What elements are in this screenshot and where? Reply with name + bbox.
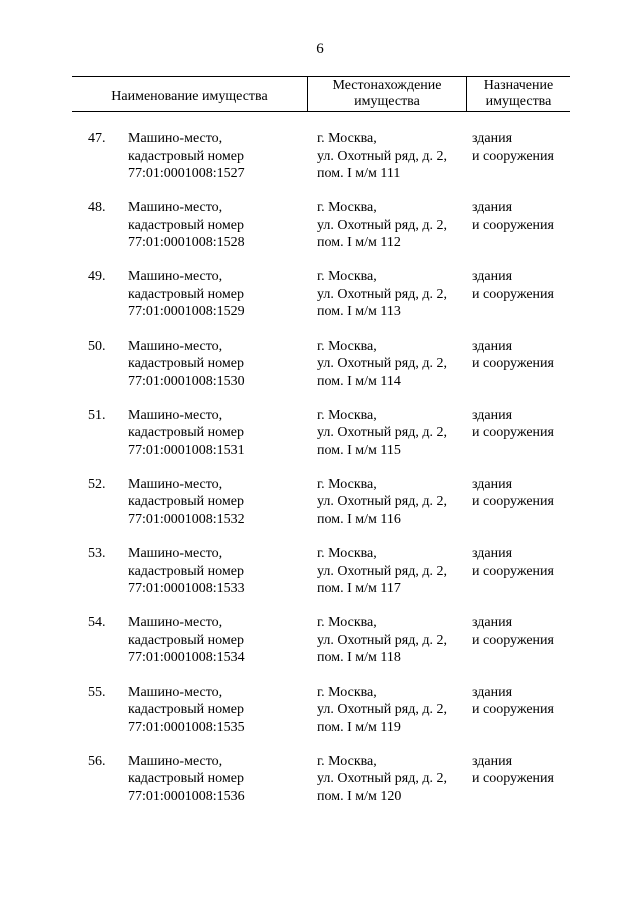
table-row xyxy=(0,268,640,337)
property-name-line: Машино-место, xyxy=(128,131,223,146)
property-purpose-cell xyxy=(472,753,572,788)
property-purpose-line: здания xyxy=(472,546,513,562)
table-row xyxy=(0,614,640,683)
property-location-line: пом. I м/м 115 xyxy=(317,442,401,458)
property-location-cell xyxy=(317,268,467,321)
property-location-cell xyxy=(317,199,467,252)
row-number: 55. xyxy=(88,684,106,700)
property-name-line: Машино-место, xyxy=(128,338,223,354)
property-location-line: ул. Охотный ряд, д. 2, xyxy=(317,632,447,648)
property-name-line: 77:01:0001008:1530 xyxy=(128,373,245,389)
property-name-line: 77:01:0001008:1534 xyxy=(128,650,245,666)
property-name-line: кадастровый номер xyxy=(128,632,244,648)
property-purpose-line: здания xyxy=(472,684,513,700)
property-name-line: Машино-место, xyxy=(128,615,223,631)
property-name-line: Машино-место, xyxy=(128,476,223,492)
property-name-cell xyxy=(128,476,303,529)
row-number: 49. xyxy=(88,269,106,285)
property-location-line: пом. I м/м 116 xyxy=(317,511,401,527)
table-row xyxy=(0,753,640,822)
row-number: 51. xyxy=(88,407,106,423)
property-location-line: г. Москва, xyxy=(317,476,377,492)
property-purpose-cell xyxy=(472,338,572,373)
property-purpose-cell xyxy=(472,268,572,303)
table-header-bottom-rule xyxy=(72,111,570,112)
table-row xyxy=(0,407,640,476)
property-location-line: г. Москва, xyxy=(317,546,377,562)
row-number: 50. xyxy=(88,338,106,354)
property-name-line: 77:01:0001008:1533 xyxy=(128,581,245,597)
property-name-line: кадастровый номер xyxy=(128,356,244,372)
header-purpose-label-line: Назначение xyxy=(483,78,554,93)
property-purpose-line: здания xyxy=(472,131,513,146)
property-location-line: ул. Охотный ряд, д. 2, xyxy=(317,702,447,717)
property-location-cell xyxy=(317,614,467,667)
property-name-cell xyxy=(128,545,303,598)
property-name-line: кадастровый номер xyxy=(128,494,244,510)
row-number: 52. xyxy=(88,476,106,492)
property-purpose-line: здания xyxy=(472,753,513,769)
property-name-cell xyxy=(128,684,303,737)
header-purpose-column xyxy=(467,78,570,110)
property-location-line: г. Москва, xyxy=(317,615,377,631)
property-purpose-line: и сооружения xyxy=(472,771,554,787)
property-location-cell xyxy=(317,407,467,460)
property-name-cell xyxy=(128,268,303,321)
row-number: 54. xyxy=(88,615,106,631)
property-location-line: г. Москва, xyxy=(317,684,377,700)
property-name-cell xyxy=(128,753,303,806)
property-location-line: г. Москва, xyxy=(317,338,377,354)
property-purpose-line: здания xyxy=(472,200,513,216)
property-name-line: Машино-место, xyxy=(128,269,223,285)
row-number: 53. xyxy=(88,546,106,562)
property-location-line: пом. I м/м 114 xyxy=(317,373,401,389)
table-row xyxy=(0,130,640,199)
property-location-line: г. Москва, xyxy=(317,131,377,146)
table-row xyxy=(0,476,640,545)
property-purpose-line: и сооружения xyxy=(472,425,554,441)
header-location-label-line: имущества xyxy=(354,94,420,109)
property-name-line: кадастровый номер xyxy=(128,771,244,787)
property-purpose-cell xyxy=(472,476,572,511)
property-purpose-cell xyxy=(472,614,572,649)
property-purpose-line: и сооружения xyxy=(472,148,554,164)
property-purpose-line: и сооружения xyxy=(472,632,554,648)
property-name-line: Машино-место, xyxy=(128,753,223,769)
property-name-line: 77:01:0001008:1531 xyxy=(128,442,245,458)
property-location-line: пом. I м/м 112 xyxy=(317,235,401,251)
property-location-line: ул. Охотный ряд, д. 2, xyxy=(317,425,447,441)
property-location-cell xyxy=(317,130,467,183)
property-name-cell xyxy=(128,407,303,460)
header-name-label: Наименование имущества xyxy=(111,89,268,104)
property-location-line: пом. I м/м 119 xyxy=(317,719,401,735)
property-purpose-line: здания xyxy=(472,269,513,285)
property-name-line: Машино-место, xyxy=(128,684,223,700)
property-name-line: кадастровый номер xyxy=(128,286,244,302)
property-name-line: кадастровый номер xyxy=(128,148,244,164)
property-name-line: 77:01:0001008:1529 xyxy=(128,304,245,320)
property-name-line: Машино-место, xyxy=(128,407,223,423)
header-location-column xyxy=(308,78,466,110)
property-location-line: г. Москва, xyxy=(317,200,377,216)
property-name-cell xyxy=(128,614,303,667)
property-name-line: кадастровый номер xyxy=(128,702,244,717)
header-purpose-label-line: имущества xyxy=(485,94,552,109)
table-row xyxy=(0,684,640,753)
property-name-line: Машино-место, xyxy=(128,546,223,562)
property-name-line: кадастровый номер xyxy=(128,425,244,441)
property-location-line: пом. I м/м 117 xyxy=(317,581,401,597)
property-location-line: пом. I м/м 111 xyxy=(317,166,401,181)
row-number: 48. xyxy=(88,200,106,216)
property-name-line: 77:01:0001008:1527 xyxy=(128,166,245,181)
property-purpose-line: здания xyxy=(472,476,513,492)
table-row xyxy=(0,199,640,268)
property-location-line: ул. Охотный ряд, д. 2, xyxy=(317,286,447,302)
property-purpose-line: здания xyxy=(472,615,513,631)
property-location-cell xyxy=(317,753,467,806)
property-purpose-line: и сооружения xyxy=(472,286,554,302)
property-name-cell xyxy=(128,199,303,252)
property-name-cell xyxy=(128,338,303,391)
property-purpose-line: и сооружения xyxy=(472,702,554,717)
property-purpose-cell xyxy=(472,684,572,719)
property-location-cell xyxy=(317,476,467,529)
property-location-cell xyxy=(317,338,467,391)
table-row xyxy=(0,338,640,407)
property-name-line: Машино-место, xyxy=(128,200,223,216)
property-location-line: ул. Охотный ряд, д. 2, xyxy=(317,771,447,787)
row-number: 56. xyxy=(88,753,106,769)
property-location-line: г. Москва, xyxy=(317,407,377,423)
property-location-line: г. Москва, xyxy=(317,753,377,769)
property-location-cell xyxy=(317,684,467,737)
property-location-line: пом. I м/м 113 xyxy=(317,304,401,320)
header-name-column xyxy=(72,89,307,105)
property-purpose-line: и сооружения xyxy=(472,217,554,233)
property-purpose-cell xyxy=(472,545,572,580)
property-purpose-line: и сооружения xyxy=(472,356,554,372)
table-row xyxy=(0,545,640,614)
property-location-line: ул. Охотный ряд, д. 2, xyxy=(317,356,447,372)
property-purpose-cell xyxy=(472,130,572,165)
property-name-line: 77:01:0001008:1528 xyxy=(128,235,245,251)
table-header-top-rule xyxy=(72,76,570,77)
property-location-line: г. Москва, xyxy=(317,269,377,285)
property-purpose-line: и сооружения xyxy=(472,494,554,510)
property-name-cell xyxy=(128,130,303,183)
property-name-line: 77:01:0001008:1535 xyxy=(128,719,245,735)
property-name-line: кадастровый номер xyxy=(128,563,244,579)
property-name-line: кадастровый номер xyxy=(128,217,244,233)
property-location-line: ул. Охотный ряд, д. 2, xyxy=(317,563,447,579)
property-table-body xyxy=(0,130,640,822)
property-location-line: пом. I м/м 120 xyxy=(317,788,402,804)
header-location-label-line: Местонахождение xyxy=(332,78,442,93)
property-name-line: 77:01:0001008:1532 xyxy=(128,511,245,527)
property-location-line: ул. Охотный ряд, д. 2, xyxy=(317,148,447,164)
property-name-line: 77:01:0001008:1536 xyxy=(128,788,245,804)
property-location-line: ул. Охотный ряд, д. 2, xyxy=(317,217,447,233)
property-location-line: пом. I м/м 118 xyxy=(317,650,401,666)
property-purpose-line: здания xyxy=(472,338,513,354)
row-number: 47. xyxy=(88,131,106,146)
property-purpose-cell xyxy=(472,199,572,234)
property-purpose-line: здания xyxy=(472,407,513,423)
property-purpose-line: и сооружения xyxy=(472,563,554,579)
property-purpose-cell xyxy=(472,407,572,442)
property-location-cell xyxy=(317,545,467,598)
property-location-line: ул. Охотный ряд, д. 2, xyxy=(317,494,447,510)
page-number: 6 xyxy=(316,41,324,57)
